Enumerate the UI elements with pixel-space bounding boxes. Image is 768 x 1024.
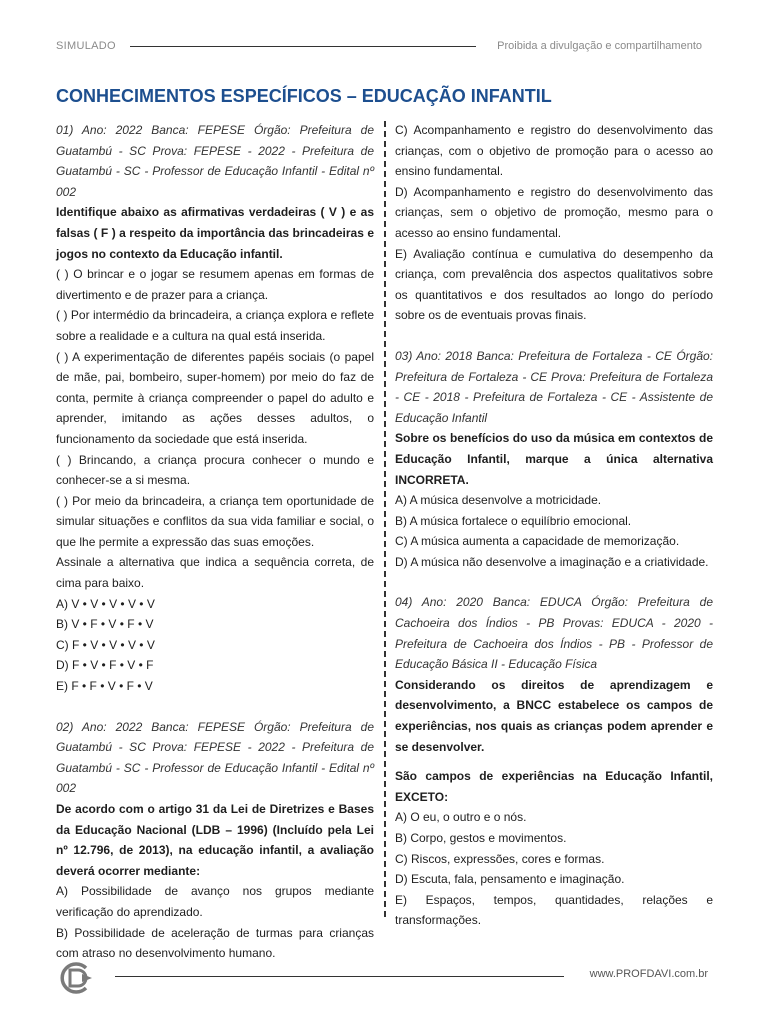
- header-label: SIMULADO: [56, 40, 116, 52]
- question-2-option: B) Possibilidade de aceleração de turmas para crianças com atraso no desenvolvimento humano.: [56, 925, 374, 961]
- question-1-statement: Identifique abaixo as afirmativas verdadeiras ( V ) e as falsas ( F ) a respeito da importância das brincadeiras e jogos no contexto da Educação infantil.: [56, 205, 374, 261]
- question-2-option: C) Acompanhamento e registro do desenvolvimento das crianças, com o objetivo de promoção para o acesso ao ensino fundamental.: [395, 123, 713, 179]
- question-2-statement: De acordo com o artigo 31 da Lei de Diretrizes e Bases da Educação Nacional (LDB – 1996) (Incluído pela Lei nº 12.796, de 2013), na educação infantil, a avaliação deverá ocorrer mediante:: [56, 802, 374, 878]
- question-1-meta: 01) Ano: 2022 Banca: FEPESE Órgão: Prefeitura de Guatambú - SC Prova: FEPESE - 2022 - Prefeitura de Guatambú - SC - Professor de Educação Infantil - Edital nº 002: [56, 123, 374, 199]
- question-2-option: E) Avaliação contínua e cumulativa do desempenho da criança, com prevalência dos aspectos qualitativos sobre os quantitativos e dos resultados ao longo do período sobre os de eventuais provas finais.: [395, 246, 713, 323]
- right-column: [395, 120, 713, 931]
- footer-rule: [115, 976, 564, 977]
- question-4: [395, 592, 713, 931]
- question-3: [395, 346, 713, 573]
- question-2-meta: 02) Ano: 2022 Banca: FEPESE Órgão: Prefeitura de Guatambú - SC Prova: FEPESE - 2022 - Prefeitura de Guatambú - SC - Professor de Educação Infantil - Edital nº 002: [56, 719, 374, 796]
- question-1-item: ( ) A experimentação de diferentes papéis sociais (o papel de mãe, pai, bombeiro, super-homem) por meio do faz de conta, permite à criança compreender o papel do adulto e aprender, imitando as ações desses adultos, o funcionamento da sociedade que está inserida.: [56, 349, 374, 446]
- question-1-option: D) F • V • F • V • F: [56, 658, 154, 673]
- question-4-option: B) Corpo, gestos e movimentos.: [395, 831, 567, 845]
- question-3-meta: 03) Ano: 2018 Banca: Prefeitura de Fortaleza - CE Órgão: Prefeitura de Fortaleza - CE Prova: Prefeitura de Fortaleza - CE - 2018 - Prefeitura de Fortaleza - CE - Assistente de Educação Infantil: [395, 348, 713, 425]
- header-rule: [130, 46, 476, 47]
- question-3-option: D) A música não desenvolve a imaginação e a criatividade.: [395, 554, 709, 569]
- question-4-option: E) Espaços, tempos, quantidades, relações e transformações.: [395, 892, 713, 928]
- question-4-question: São campos de experiências na Educação Infantil, EXCETO:: [395, 769, 713, 804]
- question-3-option: B) A música fortalece o equilíbrio emocional.: [395, 513, 632, 528]
- page-title: CONHECIMENTOS ESPECÍFICOS – EDUCAÇÃO INFANTIL: [56, 86, 552, 106]
- footer-url: www.PROFDAVI.com.br: [589, 968, 708, 980]
- question-2-option: D) Acompanhamento e registro do desenvolvimento das crianças, sem o objetivo de promoção, mesmo para o acesso ao ensino fundamental.: [395, 184, 713, 240]
- header-notice: Proibida a divulgação e compartilhamento: [497, 40, 702, 52]
- question-1-item: ( ) Brincando, a criança procura conhecer o mundo e conhecer-se a si mesma.: [56, 452, 374, 488]
- question-4-statement: Considerando os direitos de aprendizagem e desenvolvimento, a BNCC estabelece os campos de experiências, nos quais as crianças podem aprender e se desenvolver.: [395, 677, 713, 754]
- question-1-item: ( ) O brincar e o jogar se resumem apenas em formas de divertimento e de prazer para a criança.: [56, 267, 374, 302]
- question-1-option: B) V • F • V • F • V: [56, 617, 154, 632]
- question-1-option: E) F • F • V • F • V: [56, 679, 153, 694]
- question-1-instruction: Assinale a alternativa que indica a sequência correta, de cima para baixo.: [56, 555, 374, 591]
- question-2-continued: [395, 120, 713, 326]
- question-1-item: ( ) Por intermédio da brincadeira, a criança explora e reflete sobre a realidade e a cultura na qual está inserida.: [56, 308, 374, 343]
- question-1-option: A) V • V • V • V • V: [56, 596, 155, 611]
- question-1: [56, 120, 374, 697]
- question-3-option: A) A música desenvolve a motricidade.: [395, 493, 602, 508]
- left-column: [56, 120, 374, 964]
- question-3-option: C) A música aumenta a capacidade de memorização.: [395, 534, 680, 549]
- question-2-option: A) Possibilidade de avanço nos grupos mediante verificação do aprendizado.: [56, 884, 374, 919]
- question-2: [56, 717, 374, 964]
- column-divider: [384, 121, 386, 917]
- profdavi-logo-icon: [56, 960, 96, 996]
- question-1-item: ( ) Por meio da brincadeira, a criança tem oportunidade de simular situações e conflitos da sua vida familiar e social, o que lhe permite a expressão das suas emoções.: [56, 493, 374, 549]
- question-3-statement: Sobre os benefícios do uso da música em contextos de Educação Infantil, marque a única alternativa INCORRETA.: [395, 431, 713, 487]
- question-4-option: C) Riscos, expressões, cores e formas.: [395, 851, 605, 866]
- question-4-option: A) O eu, o outro e o nós.: [395, 810, 527, 825]
- question-4-option: D) Escuta, fala, pensamento e imaginação.: [395, 872, 625, 887]
- question-1-option: C) F • V • V • V • V: [56, 637, 155, 652]
- question-4-meta: 04) Ano: 2020 Banca: EDUCA Órgão: Prefeitura de Cachoeira dos Índios - PB Provas: EDUCA - 2020 - Prefeitura de Cachoeira dos Índios - PB - Professor de Educação Básica II - Educação Física: [395, 595, 713, 672]
